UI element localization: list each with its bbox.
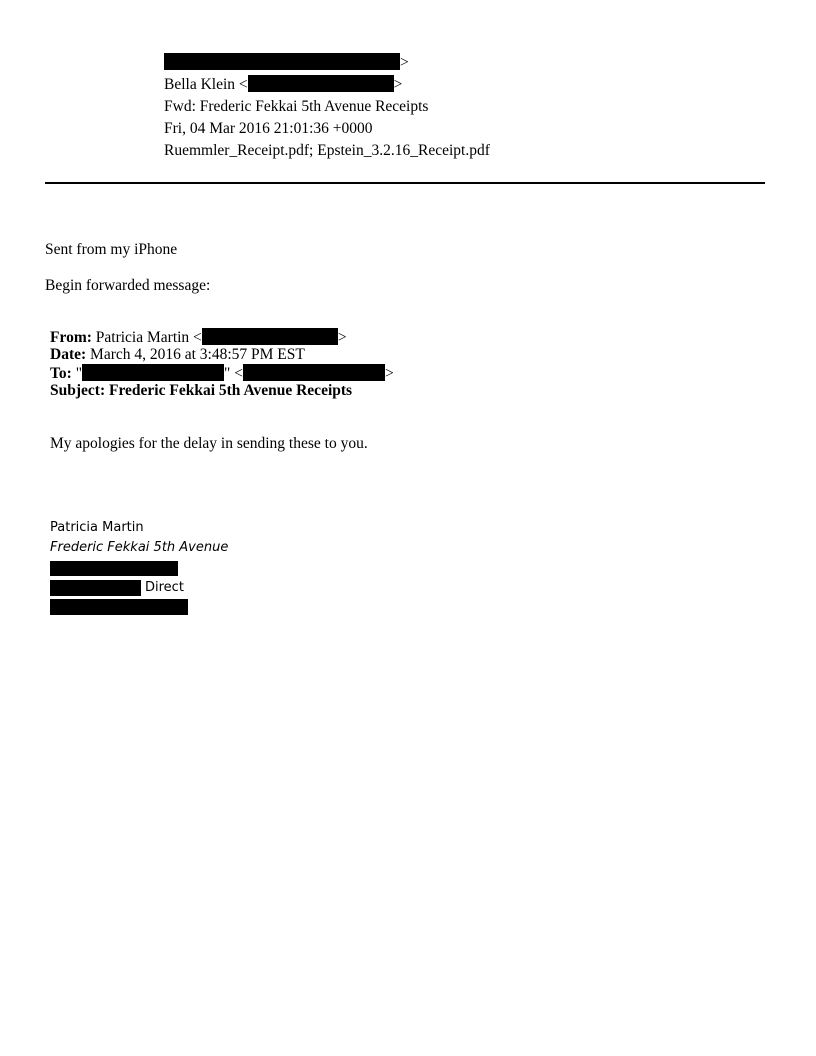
redaction-box (164, 53, 400, 70)
fwd-date-label: Date: (50, 346, 87, 363)
fwd-date-row (50, 346, 305, 364)
header-to-value (164, 75, 402, 95)
header-to-name: Bella Klein < (164, 76, 248, 93)
fwd-subject-label: Subject: (50, 382, 106, 399)
redaction-box (50, 580, 141, 596)
fwd-subject-row (50, 382, 352, 400)
fwd-to-suffix: > (384, 365, 394, 382)
signature-direct-label: Direct (145, 580, 184, 595)
fwd-date-value: March 4, 2016 at 3:48:57 PM EST (90, 346, 305, 363)
fwd-from-label: From: (50, 329, 92, 346)
fwd-subject-value: Frederic Fekkai 5th Avenue Receipts (108, 382, 353, 399)
signature-company: Frederic Fekkai 5th Avenue (50, 540, 229, 555)
redaction-box (248, 75, 394, 92)
fwd-message: My apologies for the delay in sending these to you. (50, 435, 368, 452)
fwd-to-label: To: (50, 365, 72, 382)
fwd-from-suffix: > (337, 329, 347, 346)
redaction-box (50, 599, 188, 615)
begin-forwarded-line: Begin forwarded message: (45, 277, 211, 294)
fwd-from-row (50, 328, 347, 346)
header-from-value (164, 53, 409, 73)
redaction-box (243, 364, 385, 381)
signature-name: Patricia Martin (50, 520, 144, 535)
redaction-box (50, 561, 178, 576)
fwd-to-row (50, 364, 394, 382)
header-from-suffix: > (400, 54, 409, 71)
redaction-box (202, 328, 338, 345)
fwd-to-open-quote: " (75, 365, 83, 382)
header-date-value: Fri, 04 Mar 2016 21:01:36 +0000 (164, 120, 373, 137)
sent-from-line: Sent from my iPhone (45, 241, 178, 258)
header-divider (45, 182, 765, 184)
redaction-box (82, 364, 224, 381)
fwd-to-mid: " < (224, 365, 243, 382)
header-attachments-value: Ruemmler_Receipt.pdf; Epstein_3.2.16_Receipt.pdf (164, 142, 490, 159)
header-to-suffix: > (393, 76, 403, 93)
fwd-from-value: Patricia Martin < (95, 329, 202, 346)
header-subject-value: Fwd: Frederic Fekkai 5th Avenue Receipts (164, 98, 429, 115)
